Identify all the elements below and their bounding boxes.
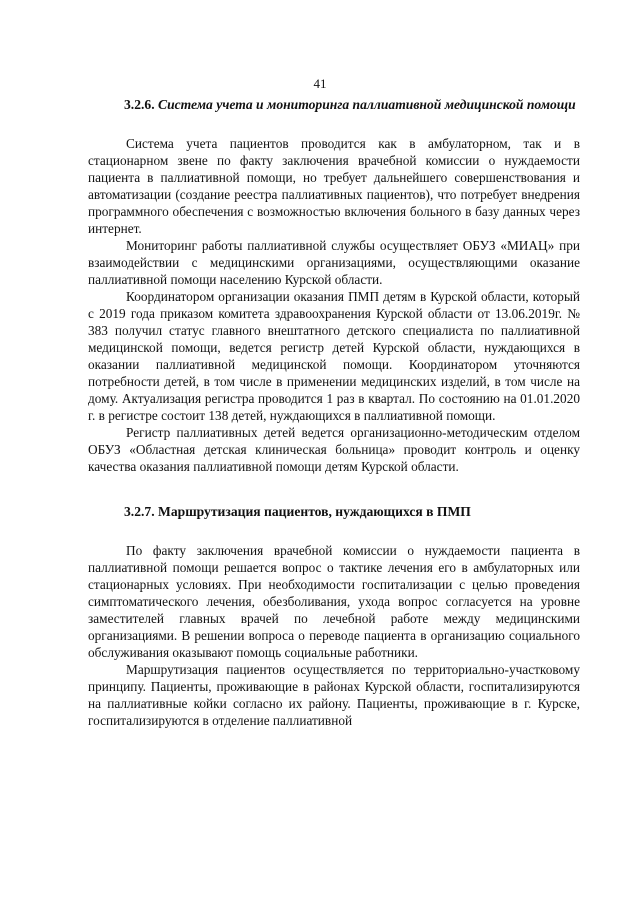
page-number: 41 <box>313 76 327 91</box>
section-heading-3-2-7 <box>88 503 580 520</box>
section-number: 3.2.6. <box>124 97 155 112</box>
paragraph: Мониторинг работы паллиативной службы осуществляет ОБУЗ «МИАЦ» при взаимодействии с медицинскими организациями, осуществляющими оказание паллиативной помощи населению Курской области. <box>88 238 580 287</box>
paragraph: Система учета пациентов проводится как в амбулаторном, так и в стационарном звене по факту заключения врачебной комиссии о нуждаемости пациента в паллиативной помощи, но требует дальнейшего совершенствования и автоматизации (создание реестра паллиативных пациентов), что потребует внедрения программного обеспечения с возможностью включения больного в базу данных через интернет. <box>88 136 580 236</box>
paragraph: Координатором организации оказания ПМП детям в Курской области, который с 2019 года приказом комитета здравоохранения Курской области от 13.06.2019г. № 383 получил статус главного внештатного детского специалиста по паллиативной медицинской помощи, ведется регистр детей Курской области, нуждающихся в оказании паллиативной медицинской помощи. Координатором уточняются потребности детей, в том числе в применении медицинских изделий, в том числе на дому. Актуализация регистра проводится 1 раз в квартал. По состоянию на 01.01.2020 г. в регистре состоит 138 детей, нуждающихся в паллиативной помощи. <box>88 289 580 423</box>
paragraph: Маршрутизация пациентов осуществляется по территориально-участковому принципу. Пациенты, проживающие в районах Курской области, госпитализируются на паллиативные койки согласно их району. Пациенты, проживающие в г. Курске, госпитализируются в отделение паллиативной <box>88 662 580 728</box>
section-title: Система учета и мониторинга паллиативной медицинской помощи <box>158 97 576 112</box>
section-number: 3.2.7. <box>124 504 155 519</box>
document-body <box>88 96 580 729</box>
paragraph: Регистр паллиативных детей ведется организационно-методическим отделом ОБУЗ «Областная детская клиническая больница» проводит контроль и оценку качества оказания паллиативной помощи детям Курской области. <box>88 425 580 474</box>
paragraph: По факту заключения врачебной комиссии о нуждаемости пациента в паллиативной помощи решается вопрос о тактике лечения его в амбулаторных или стационарных условиях. При необходимости госпитализации с целью проведения симптоматического лечения, обезболивания, ухода вопрос согласуется на уровне заместителей главных врачей по лечебной работе между медицинскими организациями. В решении вопроса о переводе пациента в организацию социального обслуживания оказывают помощь социальные работники. <box>88 543 580 660</box>
section-title: Маршрутизация пациентов, нуждающихся в ПМП <box>158 504 471 519</box>
section-heading-3-2-6 <box>88 96 580 113</box>
